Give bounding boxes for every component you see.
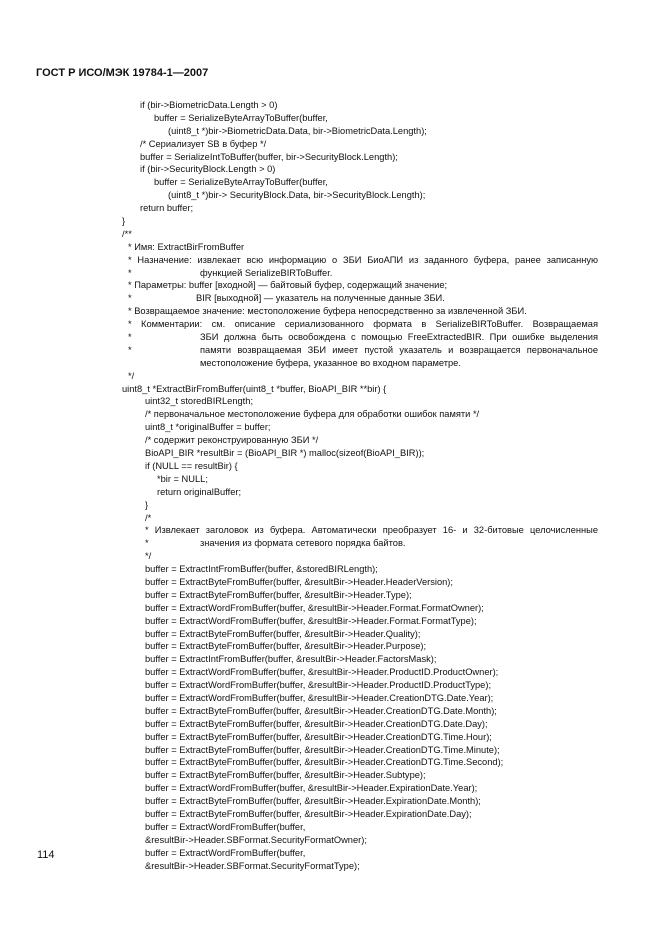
code-line: buffer = ExtractWordFromBuffer(buffer, &resultBir->Header.Format.FormatType); <box>145 615 477 626</box>
code-line: buffer = ExtractWordFromBuffer(buffer, &resultBir->Header.ProductID.ProductOwner); <box>145 667 499 678</box>
code-line: buffer = SerializeByteArrayToBuffer(buffer, <box>154 177 328 188</box>
code-line: buffer = ExtractWordFromBuffer(buffer, &resultBir->Header.CreationDTG.Date.Year); <box>145 692 494 703</box>
code-line: * значения из формата сетевого порядка байтов. <box>145 538 406 549</box>
code-line: buffer = ExtractByteFromBuffer(buffer, &resultBir->Header.ExpirationDate.Month); <box>145 796 481 807</box>
code-line: * Возвращаемое значение: местоположение буфера непосредственно за извлеченной ЗБИ. <box>128 306 527 317</box>
code-line: * Комментарии: см. описание сериализованного формата в SerializeBIRToBuffer. Возвращаемая <box>128 319 598 330</box>
code-line: BioAPI_BIR *resultBir = (BioAPI_BIR *) malloc(sizeof(BioAPI_BIR)); <box>145 448 425 459</box>
code-line: if (bir->SecurityBlock.Length > 0) <box>140 164 276 175</box>
code-line: return originalBuffer; <box>157 486 242 497</box>
code-line: /* Сериализует SB в буфер */ <box>140 138 267 149</box>
code-line: buffer = ExtractByteFromBuffer(buffer, &resultBir->Header.Purpose); <box>145 641 427 652</box>
code-line: buffer = ExtractByteFromBuffer(buffer, &resultBir->Header.HeaderVersion); <box>145 576 453 587</box>
code-line: местоположение буфера, указанное во входном параметре. <box>200 357 461 368</box>
code-line: buffer = ExtractIntFromBuffer(buffer, &storedBIRLength); <box>145 564 378 575</box>
code-line: buffer = SerializeByteArrayToBuffer(buffer, <box>154 112 328 123</box>
code-line: * функцией SerializeBIRToBuffer. <box>128 267 333 278</box>
code-listing <box>0 99 661 872</box>
code-line: if (NULL == resultBir) { <box>145 460 238 471</box>
code-line: buffer = ExtractWordFromBuffer(buffer, <box>145 847 306 858</box>
code-line: uint8_t *originalBuffer = buffer; <box>145 422 271 433</box>
code-line: *bir = NULL; <box>157 473 208 484</box>
code-line: uint32_t storedBIRLength; <box>145 396 254 407</box>
code-line: * Назначение: извлекает всю информацию о ЗБИ БиоАПИ из заданного буфера, ранее записанную <box>128 254 598 265</box>
code-line: } <box>145 499 149 510</box>
code-line: buffer = ExtractByteFromBuffer(buffer, &resultBir->Header.CreationDTG.Time.Second); <box>145 757 504 768</box>
code-line: buffer = ExtractIntFromBuffer(buffer, &resultBir->Header.FactorsMask); <box>145 654 437 665</box>
code-line: buffer = ExtractByteFromBuffer(buffer, &resultBir->Header.CreationDTG.Date.Month); <box>145 705 497 716</box>
document-header: ГОСТ Р ИСО/МЭК 19784-1—2007 <box>36 67 209 79</box>
code-line: * ЗБИ должна быть освобождена с помощью FreeExtractedBIR. При ошибке выделения <box>128 332 598 343</box>
code-line: buffer = ExtractByteFromBuffer(buffer, &resultBir->Header.Subtype); <box>145 770 426 781</box>
code-line: if (bir->BiometricData.Length > 0) <box>140 100 278 110</box>
code-line: (uint8_t *)bir-> SecurityBlock.Data, bir->SecurityBlock.Length); <box>168 190 426 201</box>
code-line: buffer = ExtractByteFromBuffer(buffer, &resultBir->Header.Quality); <box>145 628 421 639</box>
code-line: buffer = ExtractWordFromBuffer(buffer, &resultBir->Header.Format.FormatOwner); <box>145 602 484 613</box>
code-line: buffer = ExtractByteFromBuffer(buffer, &resultBir->Header.CreationDTG.Time.Minute); <box>145 744 500 755</box>
page-number: 114 <box>37 849 55 861</box>
code-line: * Параметры: buffer [входной] — байтовый буфер, содержащий значение; <box>128 280 448 291</box>
code-line: &resultBir->Header.SBFormat.SecurityFormatOwner); <box>145 834 367 845</box>
code-line: return buffer; <box>140 203 194 214</box>
code-line: buffer = SerializeIntToBuffer(buffer, bir->SecurityBlock.Length); <box>140 151 398 162</box>
code-line: buffer = ExtractWordFromBuffer(buffer, &resultBir->Header.ProductID.ProductType); <box>145 680 492 691</box>
code-line: * Имя: ExtractBirFromBuffer <box>128 241 245 252</box>
code-line: /* <box>145 512 152 523</box>
code-line: &resultBir->Header.SBFormat.SecurityFormatType); <box>145 860 360 871</box>
code-line: buffer = ExtractByteFromBuffer(buffer, &resultBir->Header.CreationDTG.Date.Day); <box>145 718 488 729</box>
code-line: uint8_t *ExtractBirFromBuffer(uint8_t *buffer, BioAPI_BIR **bir) { <box>122 383 387 394</box>
code-line: * Извлекает заголовок из буфера. Автоматически преобразует 16- и 32-битовые целочисленные <box>145 525 598 536</box>
code-line: /* первоначальное местоположение буфера для обработки ошибок памяти */ <box>145 409 480 420</box>
code-line: * BIR [выходной] — указатель на полученные данные ЗБИ. <box>128 293 445 304</box>
code-line: buffer = ExtractByteFromBuffer(buffer, &resultBir->Header.Type); <box>145 589 412 600</box>
code-line: } <box>122 216 126 227</box>
code-line: buffer = ExtractByteFromBuffer(buffer, &resultBir->Header.ExpirationDate.Day); <box>145 808 472 819</box>
code-line: /* содержит реконструированную ЗБИ */ <box>145 435 319 446</box>
code-line: (uint8_t *)bir->BiometricData.Data, bir->BiometricData.Length); <box>168 125 427 136</box>
code-line: buffer = ExtractByteFromBuffer(buffer, &resultBir->Header.CreationDTG.Time.Hour); <box>145 731 492 742</box>
code-line: /** <box>122 228 132 239</box>
code-line: */ <box>128 370 135 381</box>
code-line: buffer = ExtractWordFromBuffer(buffer, <box>145 821 306 832</box>
code-line: * памяти возвращаемая ЗБИ имеет пустой указатель и возвращается первоначальное <box>128 344 598 355</box>
code-line: buffer = ExtractWordFromBuffer(buffer, &resultBir->Header.ExpirationDate.Year); <box>145 783 478 794</box>
code-line: */ <box>145 551 152 562</box>
